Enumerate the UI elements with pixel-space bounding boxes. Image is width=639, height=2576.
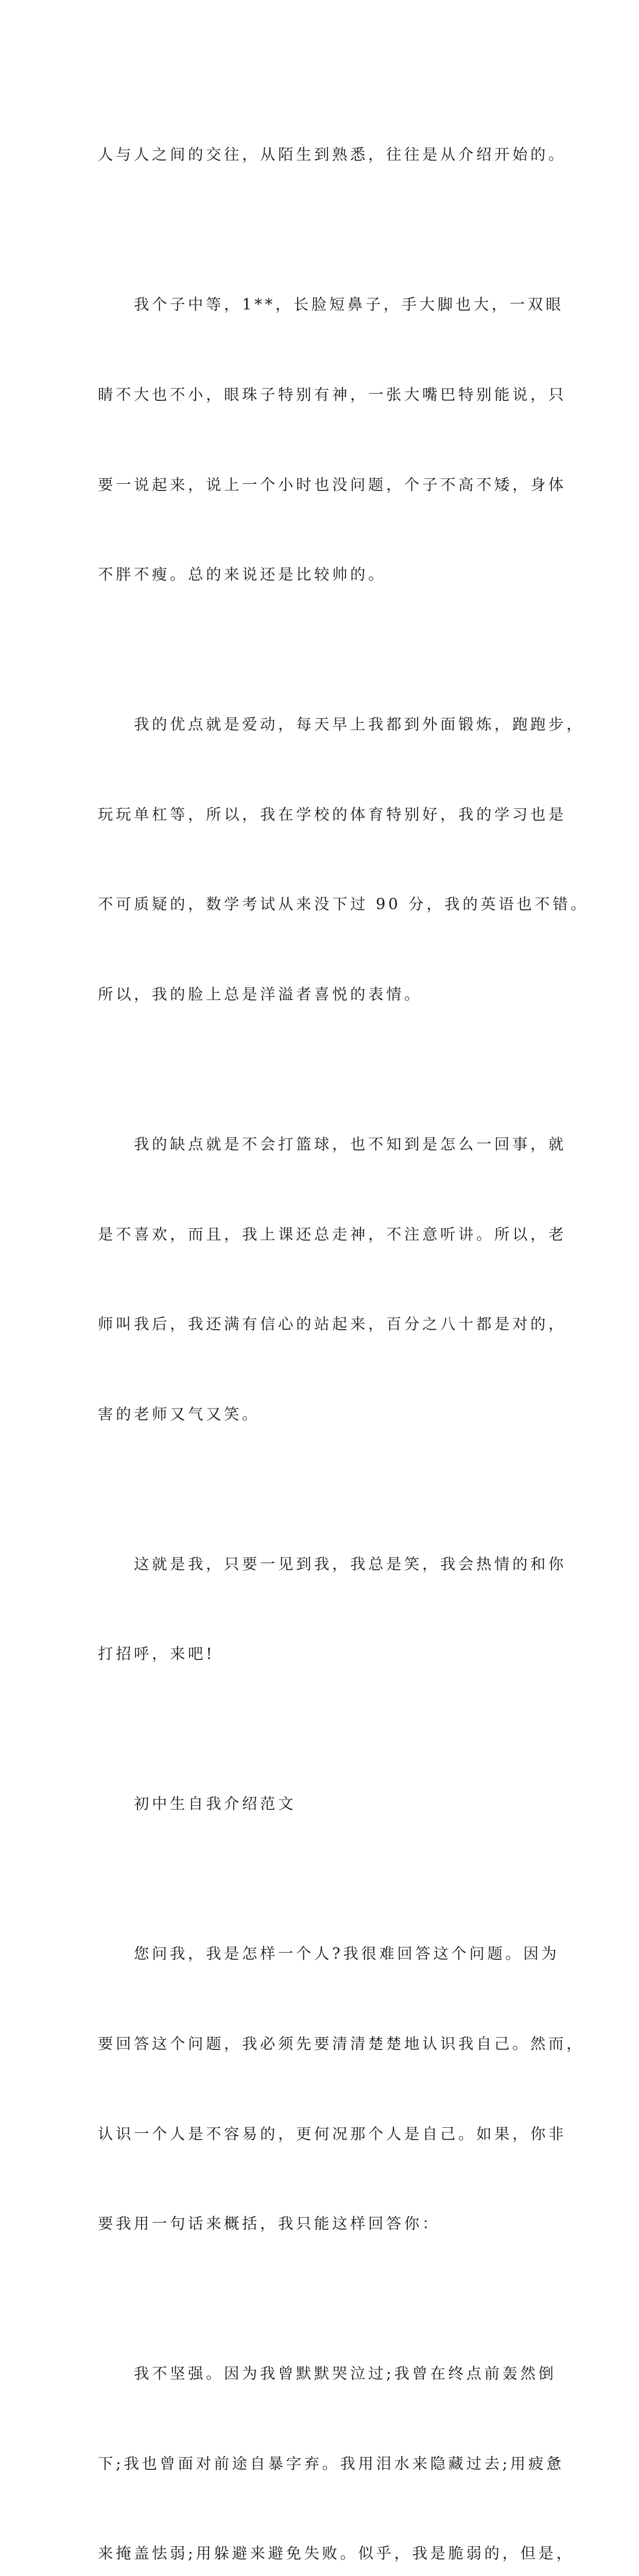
text-line: 不胖不瘦。总的来说还是比较帅的。 [98,566,387,584]
text-line: 我个子中等，1**，长脸短鼻子，手大脚也大，一双眼 [134,296,564,314]
text-line: 要一说起来，说上一个小时也没问题，个子不高不矮，身体 [98,476,567,494]
section-title: 初中生自我介绍范文 [134,1795,297,1813]
text-line: 是不喜欢，而且，我上课还总走神，不注意听讲。所以，老 [98,1225,567,1243]
text-line: 害的老师又气又笑。 [98,1405,261,1423]
text-line: 人与人之间的交往，从陌生到熟悉，往往是从介绍开始的。 [98,146,567,164]
text-line: 要我用一句话来概括，我只能这样回答你： [98,2215,441,2233]
text-line: 不可质疑的，数学考试从来没下过 90 分，我的英语也不错。 [98,895,589,913]
text-line: 来掩盖怯弱;用躲避来避免失败。似乎，我是脆弱的，但是， [98,2545,575,2563]
text-line: 我的缺点就是不会打篮球，也不知到是怎么一回事，就 [134,1135,567,1153]
text-line: 睛不大也不小，眼珠子特别有神，一张大嘴巴特别能说，只 [98,386,567,403]
paragraph-question [98,1879,585,2299]
text-line: 要回答这个问题，我必须先要清清楚楚地认识我自己。然而， [98,2035,585,2053]
paragraph-weaknesses [98,1070,567,1489]
paragraph-intro [98,80,567,230]
text-line: 打招呼，来吧! [98,1645,215,1663]
section-heading [98,1729,551,1879]
paragraph-appearance [98,230,567,650]
text-line: 认识一个人是不容易的，更何况那个人是自己。如果，你非 [98,2125,567,2143]
paragraph-strengths [98,650,589,1070]
text-line: 师叫我后，我还满有信心的站起来，百分之八十都是对的， [98,1315,567,1333]
paragraph-closing [98,1489,567,1729]
text-line: 这就是我，只要一见到我，我总是笑，我会热情的和你 [134,1555,567,1573]
text-line: 下;我也曾面对前途自暴字弃。我用泪水来隐藏过去;用疲惫 [98,2454,564,2472]
text-line: 我的优点就是爱动，每天早上我都到外面锻炼，跑跑步， [134,716,585,734]
text-line: 您问我，我是怎样一个人?我很难回答这个问题。因为 [134,1945,560,1963]
text-line: 我不坚强。因为我曾默默哭泣过;我曾在终点前轰然倒 [134,2365,557,2383]
text-line: 玩玩单杠等，所以，我在学校的体育特别好，我的学习也是 [98,805,567,823]
text-line: 所以，我的脸上总是洋溢者喜悦的表情。 [98,985,423,1003]
paragraph-not-strong [98,2299,575,2576]
document-body [98,80,589,2576]
